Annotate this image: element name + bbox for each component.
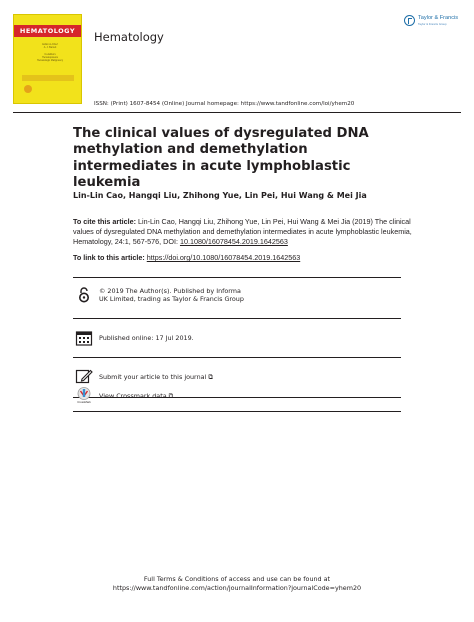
- cover-spot: [24, 85, 32, 93]
- publisher-tagline: Taylor & Francis Group: [418, 22, 447, 26]
- citation-block: [73, 217, 413, 248]
- submit-link[interactable]: [99, 373, 213, 381]
- publisher-name: Taylor & Francis: [418, 15, 459, 21]
- crossmark-icon-label: CrossMark: [77, 400, 91, 404]
- crossmark-row[interactable]: [73, 385, 401, 413]
- cover-line: Editor-in-Chief: [42, 43, 58, 46]
- footer-terms: [0, 575, 474, 593]
- cover-editor-lines: [32, 43, 68, 62]
- cite-label: To cite this article:: [73, 217, 136, 226]
- submit-text: Submit your article to this journal: [99, 373, 207, 381]
- cite-doi-link[interactable]: 10.1080/16078454.2019.1642563: [179, 237, 288, 247]
- article-link-line: [73, 253, 300, 262]
- crossmark-icon: [75, 386, 93, 404]
- cover-line: Hematologic Malignancy: [36, 58, 64, 62]
- meta-divider: [73, 357, 401, 358]
- external-link-icon: ⧉: [168, 392, 174, 400]
- external-link-icon: ⧉: [208, 373, 213, 381]
- cover-ribbon: [22, 75, 74, 81]
- cover-line: A. J. Barrett: [43, 46, 57, 50]
- footer-terms-link[interactable]: https://www.tandfonline.com/action/journalInformation?journalCode=yhem20: [112, 584, 362, 592]
- meta-divider: [73, 411, 401, 412]
- journal-title[interactable]: Hematology: [94, 30, 164, 44]
- taylor-francis-logo-icon: [404, 15, 415, 26]
- pencil-icon: [75, 367, 93, 385]
- cover-title-band: HEMATOLOGY: [14, 25, 81, 37]
- open-access-icon: [75, 286, 93, 304]
- license-row: [73, 285, 401, 315]
- meta-divider: [73, 277, 401, 278]
- meta-divider: [73, 318, 401, 319]
- footer-line-1: Full Terms & Conditions of access and use can be found at: [143, 575, 331, 583]
- crossmark-link[interactable]: [99, 392, 173, 400]
- cite-text: Lin-Lin Cao, Hangqi Liu, Zhihong Yue, Lin Pei, Hui Wang & Mei Jia (2019) The clinical values of dysregulated DNA methylation and demethylation intermediates in acute lymphoblastic leukemia, Hematology, 24:1, 567-576, DOI:: [73, 217, 412, 247]
- article-authors: Lin-Lin Cao, Hangqi Liu, Zhihong Yue, Lin Pei, Hui Wang & Mei Jia: [73, 191, 367, 200]
- published-row: [73, 327, 401, 355]
- article-doi-link[interactable]: https://doi.org/10.1080/16078454.2019.1642563: [146, 253, 301, 262]
- license-text: © 2019 The Author(s). Published by Informa UK Limited, trading as Taylor & Francis Group: [99, 287, 244, 304]
- link-label: To link to this article:: [73, 253, 145, 262]
- calendar-icon: [75, 329, 93, 347]
- cover-line: Co-Editors: [44, 52, 56, 56]
- taylor-francis-logo[interactable]: [404, 14, 468, 36]
- article-title: The clinical values of dysregulated DNA methylation and demethylation intermediates in acute lymphoblastic leukemia: [73, 126, 369, 191]
- journal-cover-thumbnail[interactable]: [13, 14, 82, 104]
- published-date-text: Published online: 17 Jul 2019.: [99, 334, 194, 342]
- cover-line: Hematopoiesis: [42, 55, 58, 59]
- issn-homepage-line[interactable]: ISSN: (Print) 1607-8454 (Online) Journal homepage: https://www.tandfonline.com/loi/yhem20: [94, 101, 355, 107]
- crossmark-text: View Crossmark data: [99, 392, 167, 400]
- header-divider: [13, 112, 461, 113]
